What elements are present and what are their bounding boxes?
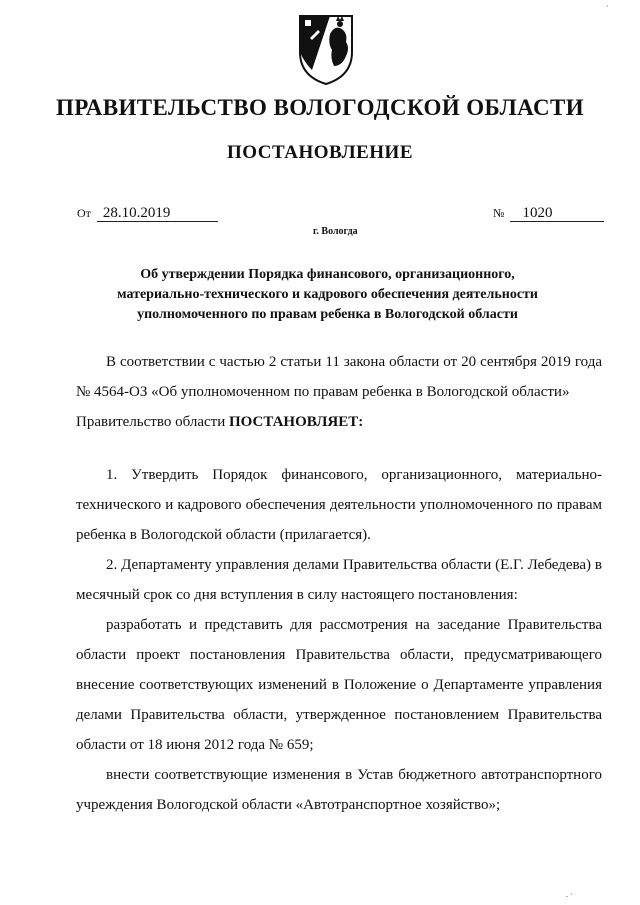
preamble-paragraph: В соответствии с частью 2 статьи 11 закона области от 20 сентября 2019 года № 4564-ОЗ «Об уполномоченном по правам ребенка в Вологодской области»: [76, 354, 602, 400]
resolves-prefix: Правительство области: [76, 414, 229, 430]
subject-line-3: уполномоченного по правам ребенка в Вологодской области: [137, 307, 518, 322]
item-2a-paragraph: разработать и представить для рассмотрения на заседание Правительства области проект постановления Правительства области, предусматривающего внесение соответствующих изменений в Положение о Департаменте управления делами Правительства области, утвержденное постановлением Правительства области от 18 июня 2012 года № 659;: [76, 617, 602, 753]
government-title: ПРАВИТЕЛЬСТВО ВОЛОГОДСКОЙ ОБЛАСТИ: [55, 95, 585, 120]
subject-line-2: материально-технического и кадрового обеспечения деятельности: [117, 287, 538, 302]
document-subject: [90, 265, 565, 325]
number-label: №: [493, 206, 505, 220]
document-type-title: ПОСТАНОВЛЕНИЕ: [226, 142, 414, 163]
item-1-paragraph: 1. Утвердить Порядок финансового, организационного, материально-технического и кадрового обеспечения деятельности уполномоченного по правам ребенка в Вологодской области (прилагается).: [76, 467, 602, 543]
document-number: 1020: [510, 205, 604, 222]
item-2b-paragraph: внести соответствующие изменения в Устав бюджетного автотранспортного учреждения Вологодской области «Автотранспортное хозяйство»;: [76, 767, 602, 813]
number-line: [493, 205, 604, 222]
scan-artifact: . ·: [566, 890, 573, 899]
date-line: [77, 205, 218, 222]
city-name: г. Вологда: [313, 226, 358, 237]
document-body: [76, 347, 602, 820]
resolves-paragraph: [76, 407, 602, 437]
scan-artifact: ·: [606, 2, 609, 11]
document-date: 28.10.2019: [97, 205, 218, 222]
item-2-paragraph: 2. Департаменту управления делами Правительства области (Е.Г. Лебедева) в месячный срок со дня вступления в силу настоящего постановления:: [76, 557, 602, 603]
subject-line-1: Об утверждении Порядка финансового, организационного,: [140, 267, 515, 282]
resolves-keyword: ПОСТАНОВЛЯЕТ:: [228, 414, 364, 430]
date-label: От: [77, 206, 91, 220]
coat-of-arms-emblem: [296, 10, 356, 86]
